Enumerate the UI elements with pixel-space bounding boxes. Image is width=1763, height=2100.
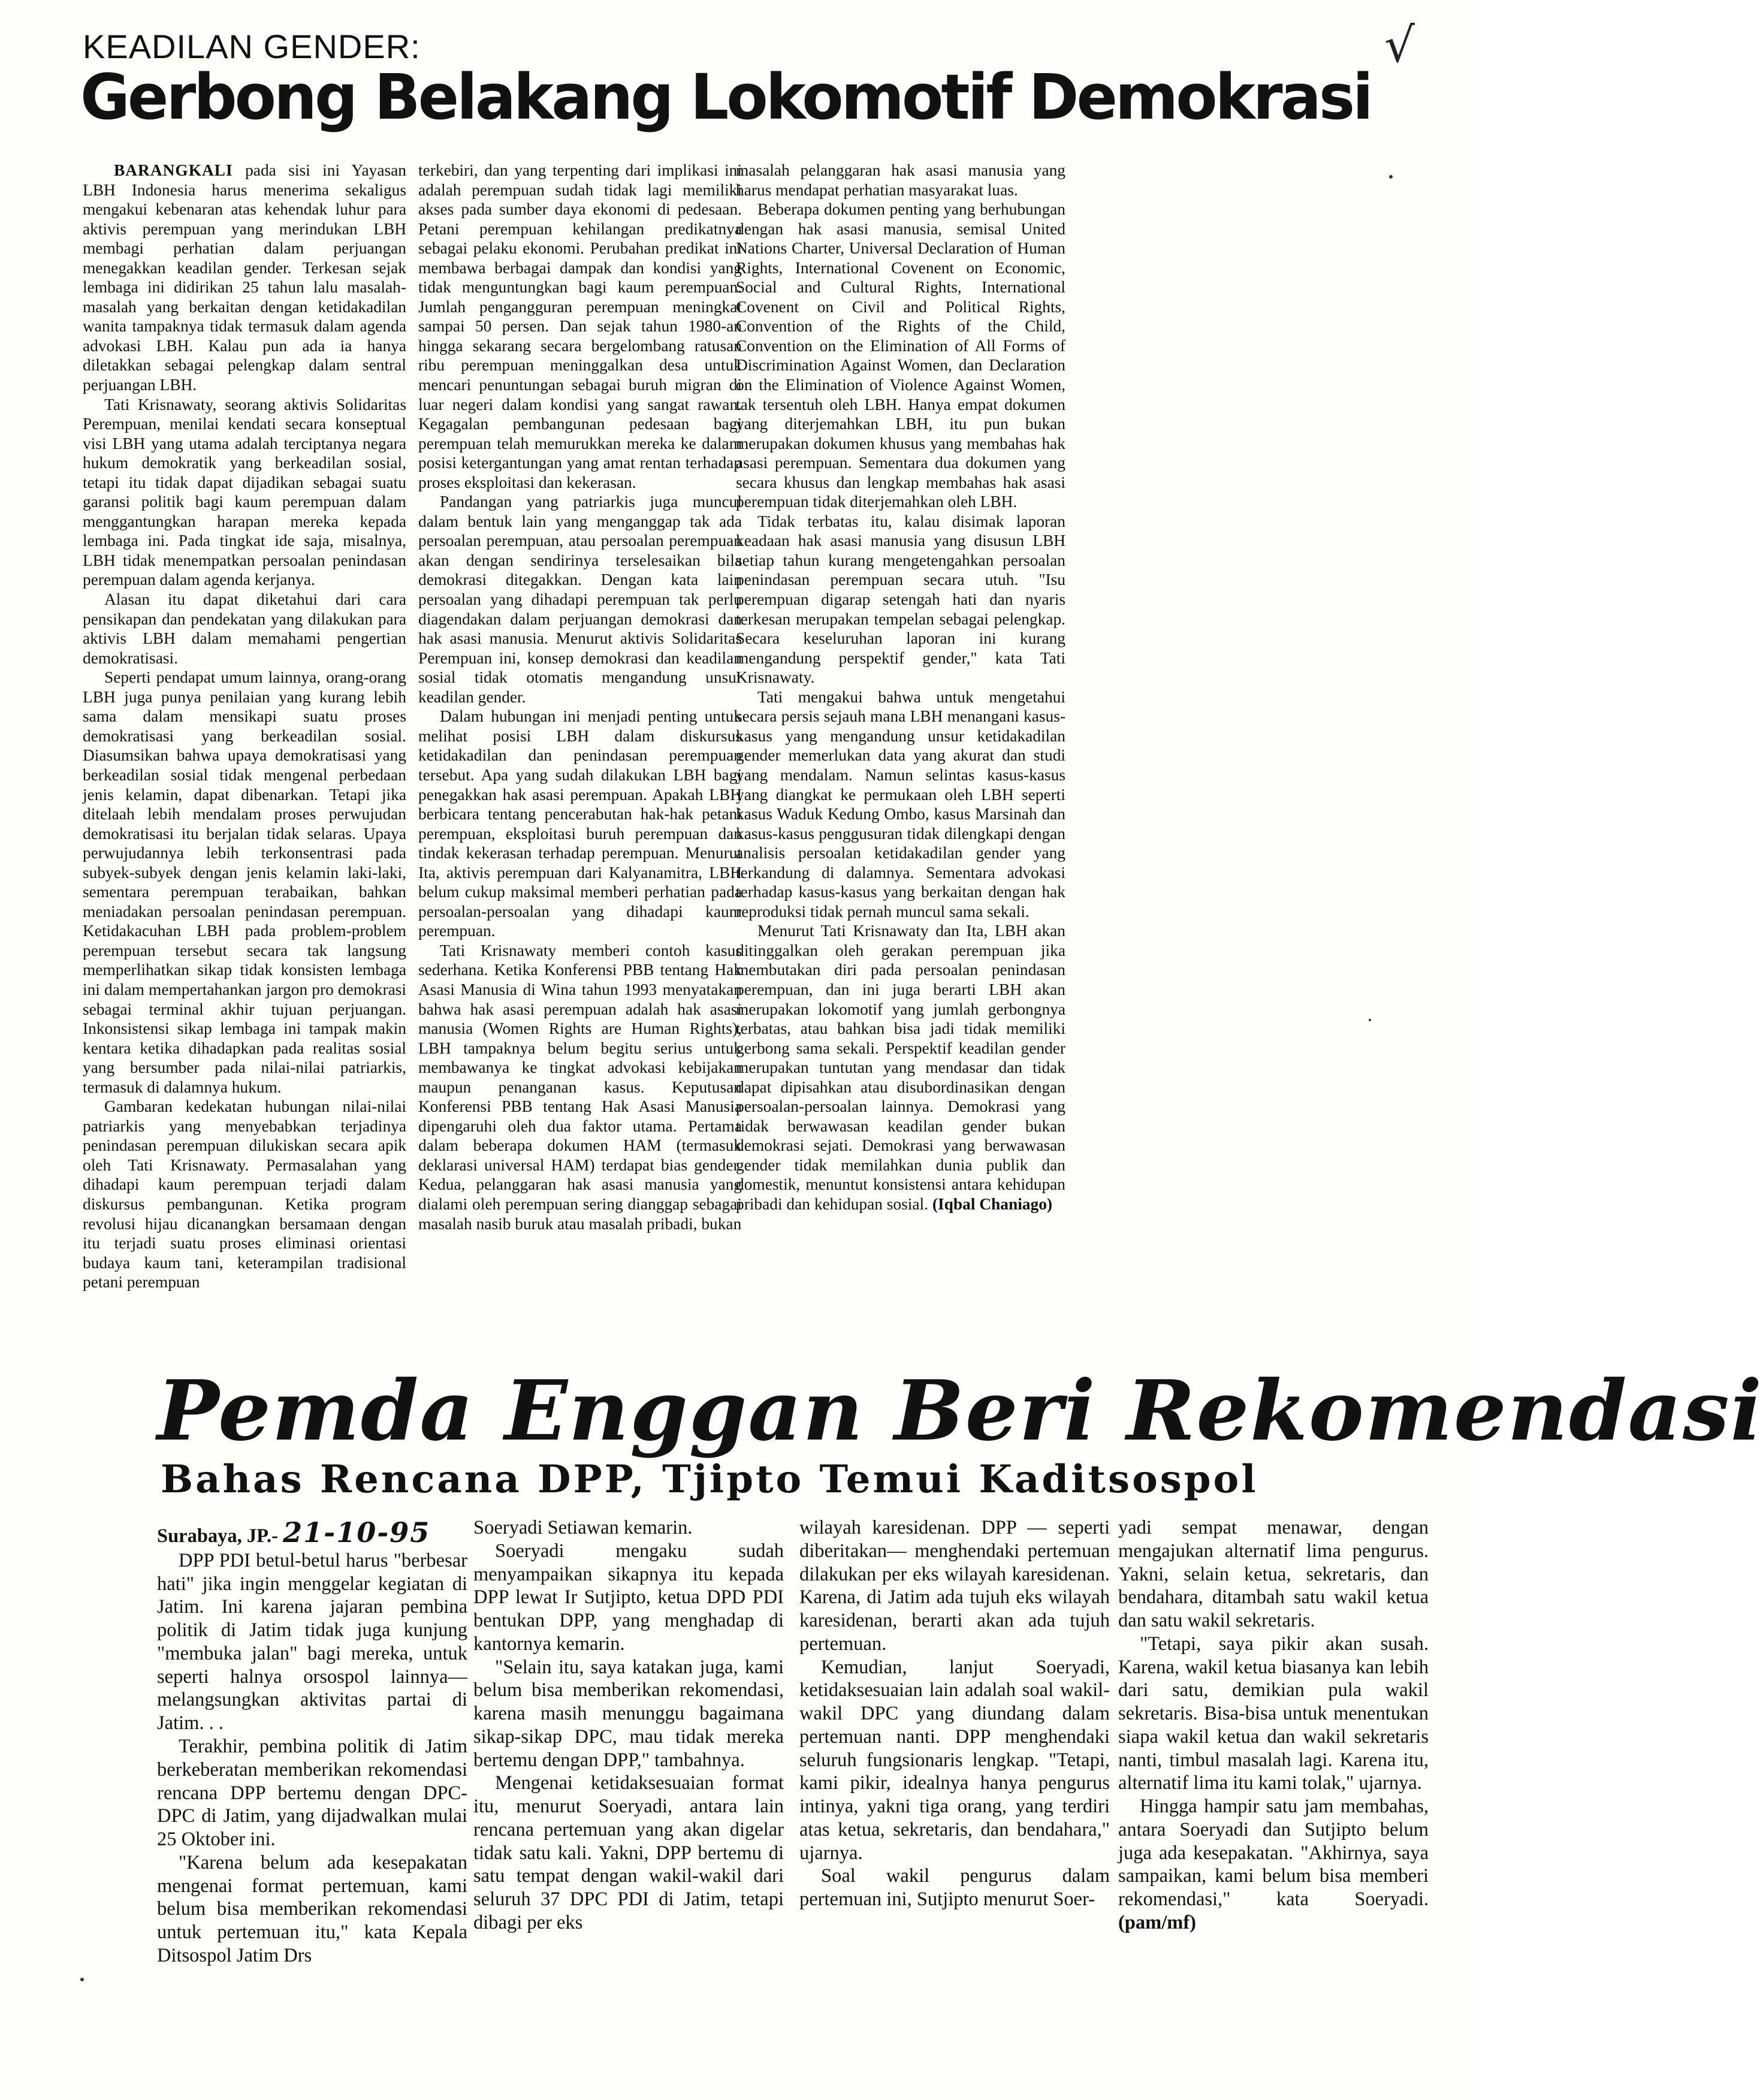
- scan-speck: [1389, 175, 1393, 179]
- article1-paragraph: Alasan itu dapat diketahui dari cara pensikapan dan pendekatan yang dilakukan para aktivis LBH dalam memahami pengertian demokratisasi.: [83, 590, 406, 667]
- article1-paragraph: Dalam hubungan ini menjadi penting untuk melihat posisi LBH dalam diskursus ketidakadilan dan penindasan perempuan tersebut. Apa yang sudah dilakukan LBH bagi penegakkan hak asasi perempuan. Apakah LBH berbicara tentang pencerabutan hak-hak petani perempuan, eksploitasi buruh perempuan dan tindak kekerasan terhadap perempuan. Menurut Ita, aktivis perempuan dari Kalyanamitra, LBH belum cukup maksimal memberi perhatian pada persoalan-persoalan yang dihadapi kaum perempuan.: [418, 707, 742, 940]
- article1-paragraph: Tati Krisnawaty, seorang aktivis Solidaritas Perempuan, menilai kendati secara konseptual visi LBH yang utama adalah terciptanya negara hukum demokratik yang berkeadilan sosial, tetapi itu tidak dapat dijadikan sebagai suatu garansi politik bagi kaum perempuan dalam menggantungkan harapan mereka kepada lembaga ini. Pada tingkat ide saja, misalnya, LBH tidak menempatkan persoalan penindasan perempuan dalam agenda kerjanya.: [83, 395, 406, 589]
- article2-paragraph: "Karena belum ada kesepakatan mengenai format pertemuan, kami belum bisa memberikan rekomendasi untuk pertemuan itu," kata Kepala Ditsospol Jatim Drs: [157, 1851, 467, 1966]
- article2-paragraph: DPP PDI betul-betul harus "berbesar hati" jika ingin menggelar kegiatan di Jatim. Ini karena jajaran pembina politik di Jatim tidak juga kunjung "membuka jalan" bagi mereka, untuk seperti halnya orsospol lainnya— melangsungkan aktivitas partai di Jatim. . .: [157, 1549, 467, 1734]
- article2-paragraph: Hingga hampir satu jam membahas, antara Soeryadi dan Sutjipto belum juga ada kesepakatan. "Akhirnya, saya sampaikan, kami belum bisa memberi rekomendasi," kata Soeryadi. (pam/mf): [1118, 1796, 1429, 1934]
- article1-paragraph: Menurut Tati Krisnawaty dan Ita, LBH akan ditinggalkan oleh gerakan perempuan jika membutakan diri pada persoalan penindasan perempuan, dan ini juga berarti LBH akan merupakan lokomotif yang jumlah gerbongnya terbatas, atau bahkan bisa jadi tidak memiliki gerbong sama sekali. Perspektif keadilan gender merupakan tuntutan yang mendasar dan tidak dapat dipisahkan atau disubordinasikan dengan persoalan-persoalan lainnya. Demokrasi yang tidak berwawasan keadilan gender bukan demokrasi sejati. Demokrasi yang berwawasan gender tidak memilahkan dunia publik dan domestik, menuntut konsistensi antara kehidupan pribadi dan kehidupan sosial. (Iqbal Chaniago): [736, 922, 1065, 1213]
- article1-paragraph: terkebiri, dan yang terpenting dari implikasi ini adalah perempuan sudah tidak lagi memiliki akses pada sumber daya ekonomi di pedesaan. Petani perempuan kehilangan predikatnya sebagai pelaku ekonomi. Perubahan predikat ini membawa berbagai dampak dan kondisi yang tidak menguntungkan bagi kaum perempuan. Jumlah pengangguran perempuan meningkat sampai 50 persen. Dan sejak tahun 1980-an hingga sekarang secara bergelombang ratusan ribu perempuan meninggalkan desa untuk mencari penuntungan sebagai buruh migran di luar negeri dalam kondisi yang sangat rawan. Kegagalan pembangunan pedesaan bagi perempuan telah memurukkan mereka ke dalam posisi ketergantungan yang amat rentan terhadap proses eksploitasi dan kekerasan.: [418, 161, 742, 491]
- article1-paragraph: Gambaran kedekatan hubungan nilai-nilai patriarkis yang menyebabkan terjadinya penindasan perempuan dilukiskan secara apik oleh Tati Krisnawaty. Permasalahan yang dihadapi kaum perempuan terjadi dalam diskursus pembangunan. Ketika program revolusi hijau dicanangkan bersamaan dengan itu terjadi suatu proses eliminasi orientasi budaya kaum tani, keterampilan tradisional petani perempuan: [83, 1097, 406, 1292]
- article1-paragraph: Seperti pendapat umum lainnya, orang-orang LBH juga punya penilaian yang kurang lebih sama dalam mensikapi suatu proses demokratisasi yang berkeadilan sosial. Diasumsikan bahwa upaya demokratisasi yang berkeadilan sosial tidak mengenal perbedaan jenis kelamin, dapat dibenarkan. Tetapi jika ditelaah lebih mendalam proses perwujudan demokratisasi itu berjalan tidak selaras. Upaya perwujudannya lebih terkonsentrasi pada subyek-subyek dengan jenis kelamin laki-laki, sementara perempuan terabaikan, bahkan meniadakan persoalan penindasan perempuan. Ketidakacuhan LBH pada problem-problem perempuan tersebut secara tak langsung memperlihatkan sikap tidak konsisten lembaga ini dalam mempertahankan jargon pro demokrasi sebagai terminal akhir tujuan perjuangan. Inkonsistensi sikap lembaga ini tampak makin kentara ketika dihadapkan pada realitas sosial yang bersumber pada nilai-nilai patriarkis, termasuk di dalamnya hukum.: [83, 668, 406, 1096]
- article2-paragraph: Kemudian, lanjut Soeryadi, ketidaksesuaian lain adalah soal wakil-wakil DPC yang diundang dalam pertemuan nanti. DPP menghendaki seluruh fungsionaris lengkap. "Tetapi, kami pikir, idealnya hanya pengurus intinya, yakni tiga orang, yang terdiri atas ketua, sekretaris, dan bendahara," ujarnya.: [799, 1656, 1110, 1864]
- handwritten-date: 21-10-95: [283, 1516, 431, 1549]
- article2-paragraph: "Selain itu, saya katakan juga, kami belum bisa memberikan rekomendasi, karena masih menunggu bagaimana sikap-sikap DPC, mau tidak mereka bertemu dengan DPP," tambahnya.: [473, 1656, 784, 1771]
- article2-signature: (pam/mf): [1118, 1912, 1196, 1934]
- article2-column-1: [157, 1516, 467, 1966]
- article1-byline: (Iqbal Chaniago): [932, 1194, 1053, 1213]
- article1-paragraph: Tati Krisnawaty memberi contoh kasus sederhana. Ketika Konferensi PBB tentang Hak Asasi Manusia di Wina tahun 1993 menyatakan bahwa hak asasi perempuan adalah hak asasi manusia (Women Rights are Human Rights), LBH tampaknya belum begitu serius untuk membawanya ke tingkat advokasi kebijakan maupun penanganan kasus. Keputusan Konferensi PBB tentang Hak Asasi Manusia dipengaruhi oleh dua faktor utama. Pertama dalam beberapa dokumen HAM (termasuk deklarasi universal HAM) terdapat bias gender. Kedua, pelanggaran hak asasi manusia yang dialami oleh perempuan sering dianggap sebagai masalah nasib buruk atau masalah pribadi, bukan: [418, 941, 742, 1233]
- article1-column-2: [418, 161, 742, 1329]
- article1-kicker: KEADILAN GENDER:: [83, 28, 421, 65]
- article2-paragraph: Soal wakil pengurus dalam pertemuan ini, Sutjipto menurut Soer-: [799, 1865, 1110, 1911]
- article1-paragraph: Beberapa dokumen penting yang berhubungan dengan hak asasi manusia, semisal United Nations Charter, Universal Declaration of Human Rights, International Covenent on Economic, Social and Cultural Rights, International Covenent on Civil and Political Rights, Convention of the Rights of the Child, Convention on the Elimination of All Forms of Discrimination Against Women, dan Declaration on the Elimination of Violence Against Women, tak tersentuh oleh LBH. Hanya empat dokumen yang diterjemahkan LBH, itu pun bukan merupakan dokumen khusus yang membahas hak asasi perempuan. Sementara dua dokumen yang secara khusus dan lengkap membahas hak asasi perempuan tidak diterjemahkan oleh LBH.: [736, 200, 1065, 511]
- article1-paragraph: BARANGKALI pada sisi ini Yayasan LBH Indonesia harus menerima sekaligus mengakui kebenaran atas kehendak luhur para aktivis perempuan yang merindukan LBH membagi perhatian dalam perjuangan menegakkan keadilan gender. Terkesan sejak lembaga ini didirikan 25 tahun lalu masalah-masalah yang berkaitan dengan ketidakadilan wanita tampaknya tidak termasuk dalam agenda advokasi LBH. Kalau pun ada ia hanya diletakkan sebagai pelengkap dalam sentral perjuangan LBH.: [83, 161, 406, 394]
- article1-paragraph: masalah pelanggaran hak asasi manusia yang harus mendapat perhatian masyarakat luas.: [736, 161, 1065, 199]
- article2-paragraph: Soeryadi Setiawan kemarin.: [473, 1517, 693, 1538]
- article2-dateline: [157, 1516, 467, 1549]
- article2-paragraph: wilayah karesidenan. DPP — seperti diberitakan— menghendaki pertemuan dilakukan per eks wilayah karesidenan. Karena, di Jatim ada tujuh eks wilayah karesidenan, berarti akan ada tujuh pertemuan.: [799, 1517, 1110, 1655]
- handwritten-check-mark: √: [1384, 17, 1415, 73]
- article2-headline: Pemda Enggan Beri Rekomendasi: [157, 1362, 1763, 1459]
- scan-speck: [80, 1978, 84, 1981]
- scan-speck: [1369, 1019, 1371, 1021]
- article2-subheadline: Bahas Rencana DPP, Tjipto Temui Kaditsospol: [161, 1457, 1258, 1502]
- article2-paragraph: Soeryadi mengaku sudah menyampaikan sikapnya itu kepada DPP lewat Ir Sutjipto, ketua DPD PDI bentukan DPP, yang menghadap di kantornya kemarin.: [473, 1540, 784, 1655]
- dateline-place: Surabaya, JP.-: [157, 1525, 278, 1547]
- article1-lead-word: BARANGKALI: [114, 161, 233, 179]
- article1-paragraph: Tati mengakui bahwa untuk mengetahui secara persis sejauh mana LBH menangani kasus-kasus yang mengandung unsur ketidakadilan gender memerlukan data yang akurat dan studi yang mendalam. Namun selintas kasus-kasus yang diangkat ke permukaan oleh LBH seperti kasus Waduk Kedung Ombo, kasus Marsinah dan kasus-kasus penggusuran tidak dilengkapi dengan analisis persoalan ketidakadilan gender yang terkandung di dalamnya. Sementara advokasi terhadap kasus-kasus yang berkaitan dengan hak reproduksi tidak pernah muncul sama sekali.: [736, 687, 1065, 921]
- article2-column-4: [1118, 1516, 1429, 1936]
- article2-paragraph: Terakhir, pembina politik di Jatim berkeberatan memberikan rekomendasi rencana DPP bertemu dengan DPC-DPC di Jatim, yang dijadwalkan mulai 25 Oktober ini.: [157, 1736, 467, 1851]
- article1-column-1: [83, 161, 406, 1329]
- article2-paragraph: yadi sempat menawar, dengan mengajukan alternatif lima pengurus. Yakni, selain ketua, sekretaris, dan bendahara, ditambah satu wakil ketua dan satu wakil sekretaris.: [1118, 1517, 1429, 1632]
- article1-paragraph: Pandangan yang patriarkis juga muncul dalam bentuk lain yang menganggap tak ada persoalan perempuan, atau persoalan perempuan akan dengan sendirinya terselesaikan bila demokrasi ditegakkan. Dengan kata lain persoalan yang dihadapi perempuan tak perlu diagendakan dalam perjuangan demokrasi dan hak asasi manusia. Menurut aktivis Solidaritas Perempuan ini, konsep demokrasi dan keadilan sosial tidak otomatis mengandung unsur keadilan gender.: [418, 493, 742, 706]
- article2-column-2: [473, 1516, 784, 1936]
- article2-paragraph: Mengenai ketidaksesuaian format itu, menurut Soeryadi, antara lain rencana pertemuan yang akan digelar tidak satu kali. Yakni, DPP bertemu di satu tempat dengan wakil-wakil dari seluruh 37 DPC PDI di Jatim, tetapi dibagi per eks: [473, 1772, 784, 1934]
- article1-column-3: [736, 161, 1065, 1329]
- article1-headline: Gerbong Belakang Lokomotif Demokrasi: [80, 61, 1371, 134]
- article2-paragraph: "Tetapi, saya pikir akan susah. Karena, wakil ketua biasanya kan lebih dari satu, demikian pula wakil sekretaris. Bisa-bisa untuk menentukan siapa wakil ketua dan wakil sekretaris nanti, timbul masalah lagi. Karena itu, alternatif lima itu kami tolak," ujarnya.: [1118, 1633, 1429, 1794]
- article1-paragraph: Tidak terbatas itu, kalau disimak laporan keadaan hak asasi manusia yang disusun LBH setiap tahun kurang mengetengahkan persoalan penindasan perempuan secara utuh. "Isu perempuan digarap setengah hati dan nyaris terkesan merupakan tempelan sebagai pelengkap. Secara keseluruhan laporan ini kurang mengandung perspektif gender," kata Tati Krisnawaty.: [736, 512, 1065, 687]
- article2-column-3: [799, 1516, 1110, 1936]
